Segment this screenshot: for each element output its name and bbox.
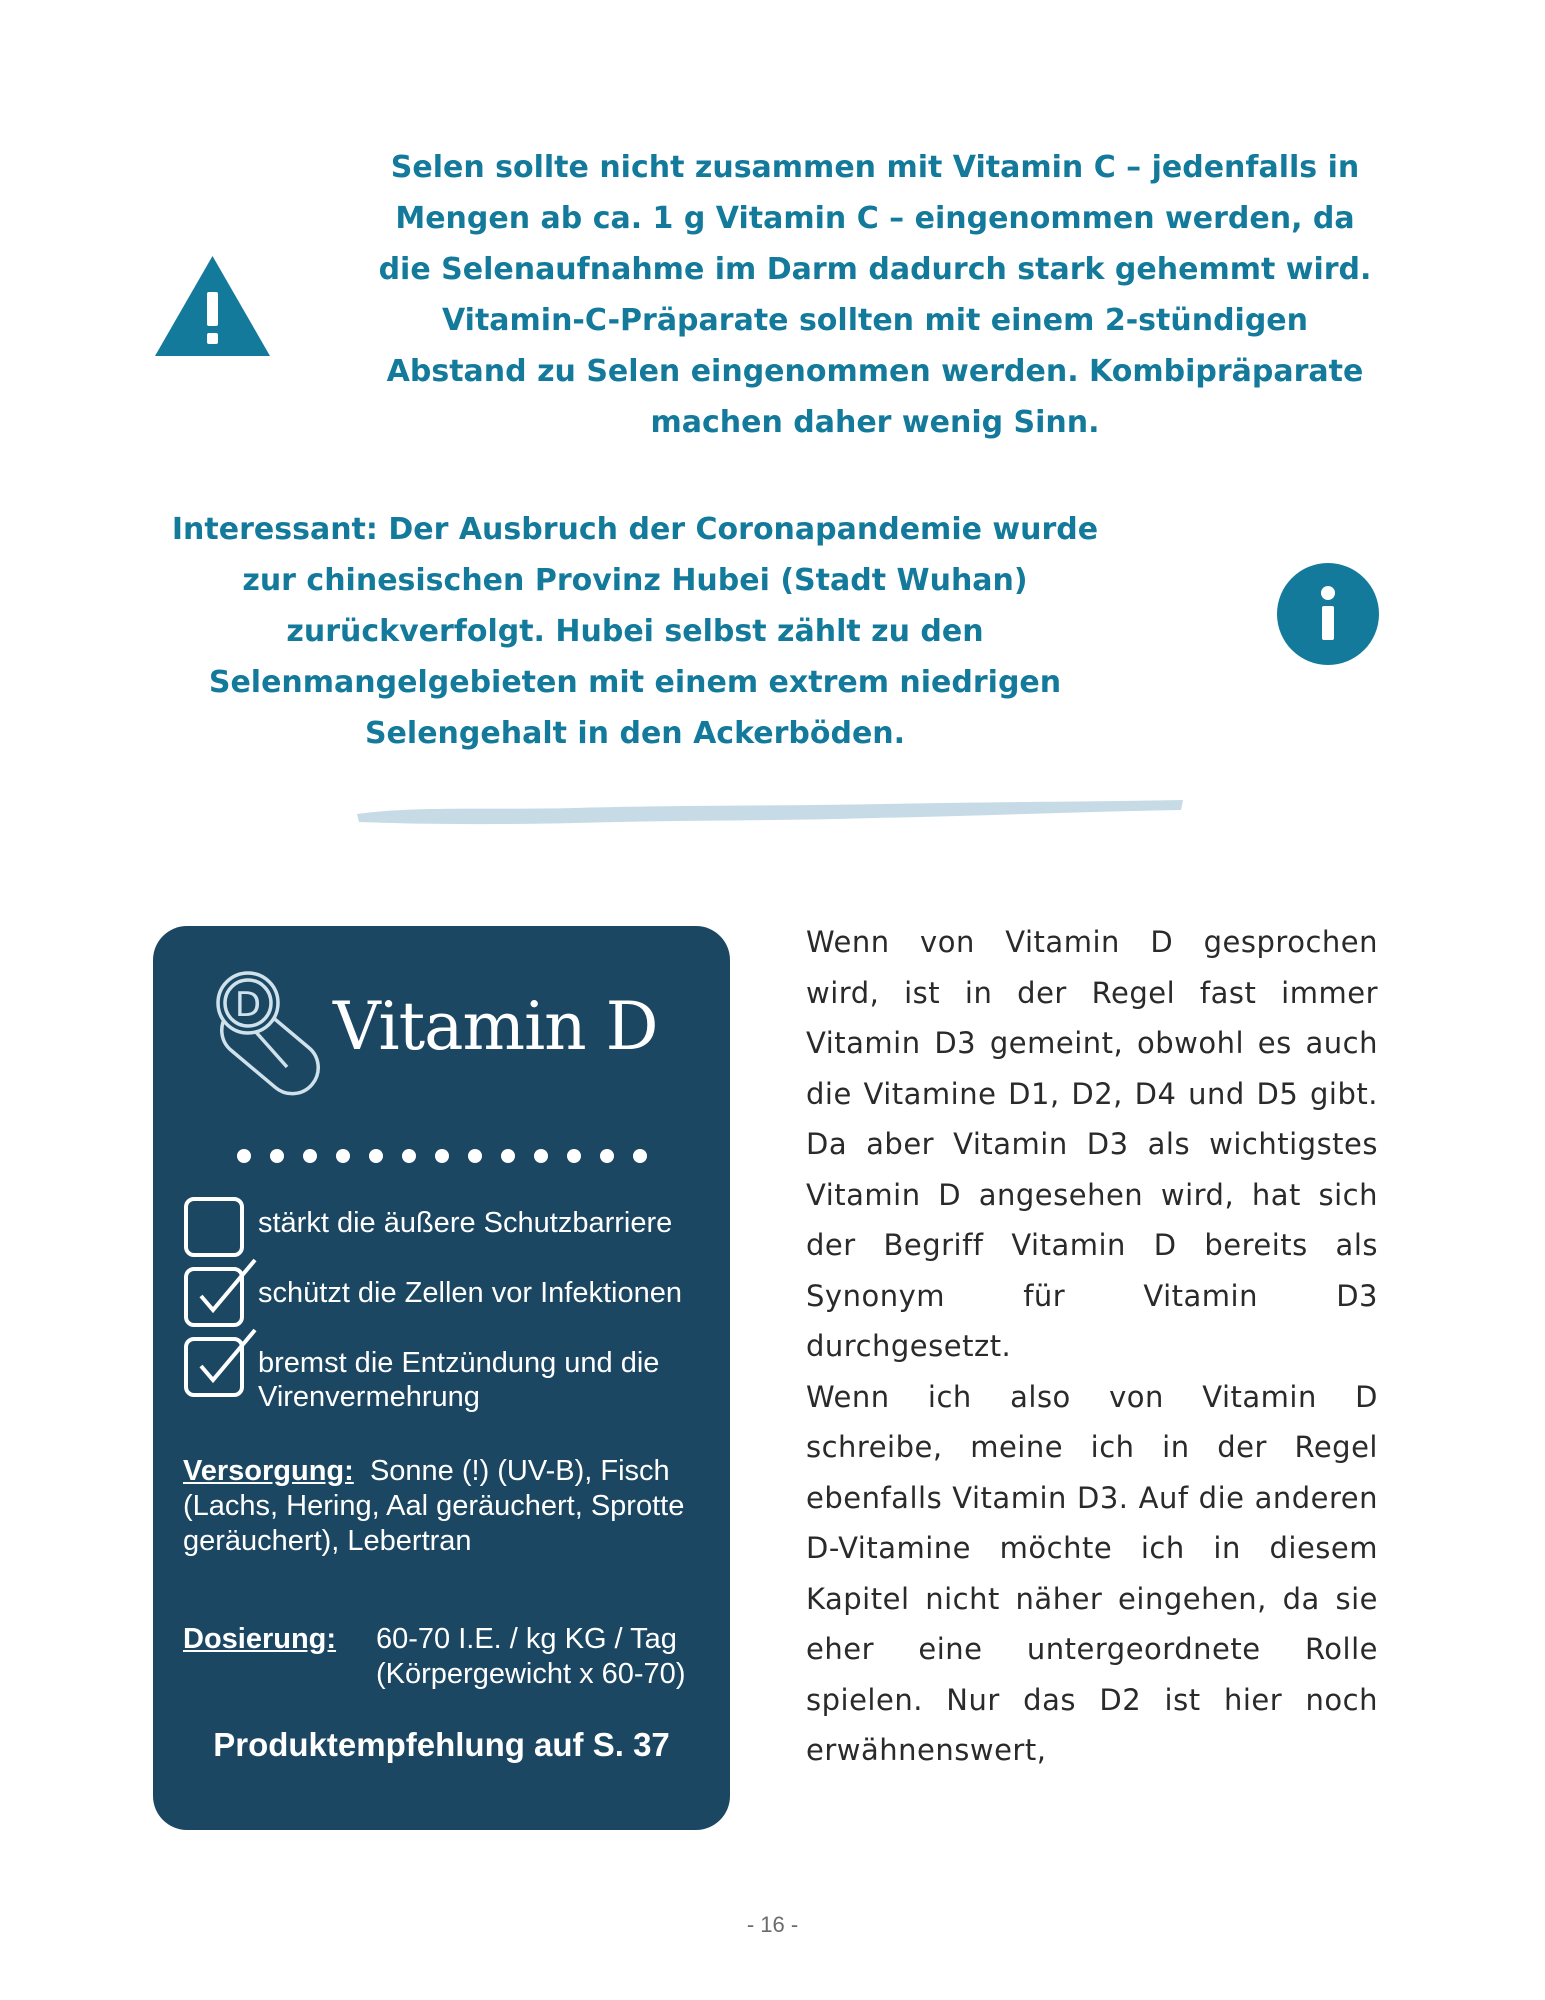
dose-text: 60-70 I.E. / kg KG / Tag (Körpergewicht x 60-70) bbox=[376, 1623, 686, 1690]
dot-divider bbox=[233, 1144, 663, 1168]
empty-checkbox-icon bbox=[183, 1196, 245, 1258]
brush-divider bbox=[355, 796, 1185, 830]
page-number: - 16 - bbox=[746, 1912, 799, 1937]
checklist-label: bremst die Entzündung und die Virenvermehrung bbox=[258, 1347, 660, 1413]
body-text bbox=[806, 917, 1378, 1776]
capsule-d-icon bbox=[201, 971, 321, 1106]
dose-label: Dosierung: bbox=[183, 1623, 337, 1655]
svg-text:D: D bbox=[234, 985, 262, 1025]
checked-checkbox-icon bbox=[183, 1336, 245, 1398]
paragraph: Wenn ich also von Vitamin D schreibe, meine ich in der Regel ebenfalls Vitamin D3. Auf die anderen D-Vitamine möchte ich in diesem Kapitel nicht näher eingehen, da sie eher eine untergeordnete Rolle spielen. Nur das D2 ist hier noch erwähnenswert, bbox=[806, 1379, 1378, 1767]
paragraph: Wenn von Vitamin D gesprochen wird, ist in der Regel fast immer Vitamin D3 gemeint, obwohl es auch die Vitamine D1, D2, D4 und D5 gibt. Da aber Vitamin D3 als wichtigstes Vitamin D angesehen wird, hat sich der Begriff Vitamin D bereits als Synonym für Vitamin D3 durchgesetzt. bbox=[806, 925, 1378, 1363]
checked-checkbox-icon bbox=[183, 1266, 245, 1328]
info-note: Interessant: Der Ausbruch der Coronapandemie wurde zur chinesischen Provinz Hubei (Stadt Wuhan) zurückverfolgt. Hubei selbst zählt zu den Selenmangelgebieten mit einem extrem niedrigen Selengehalt in den Ackerböden. bbox=[171, 512, 1099, 751]
checklist-label: schützt die Zellen vor Infektionen bbox=[258, 1277, 682, 1309]
supply-text: Sonne (!) (UV-B), Fisch (Lachs, Hering, Aal geräuchert, Sprotte geräuchert), Lebertran bbox=[183, 1455, 685, 1557]
warning-triangle-icon bbox=[153, 254, 272, 358]
supply-label: Versorgung: bbox=[183, 1455, 354, 1487]
card-title: Vitamin D bbox=[333, 988, 658, 1065]
warning-note: Selen sollte nicht zusammen mit Vitamin C – jedenfalls in Mengen ab ca. 1 g Vitamin C – eingenommen werden, da die Selenaufnahme im Darm dadurch stark gehemmt wird. Vitamin-C-Präparate sollten mit einem 2-stündigen Abstand zu Selen eingenommen werden. Kombipräparate machen daher wenig Sinn. bbox=[378, 150, 1372, 440]
info-circle-icon bbox=[1277, 563, 1379, 665]
vitamin-d-card bbox=[153, 926, 730, 1830]
product-recommendation: Produktempfehlung auf S. 37 bbox=[213, 1726, 670, 1763]
supply-info bbox=[183, 1454, 703, 1559]
checklist-label: stärkt die äußere Schutzbarriere bbox=[258, 1207, 673, 1239]
